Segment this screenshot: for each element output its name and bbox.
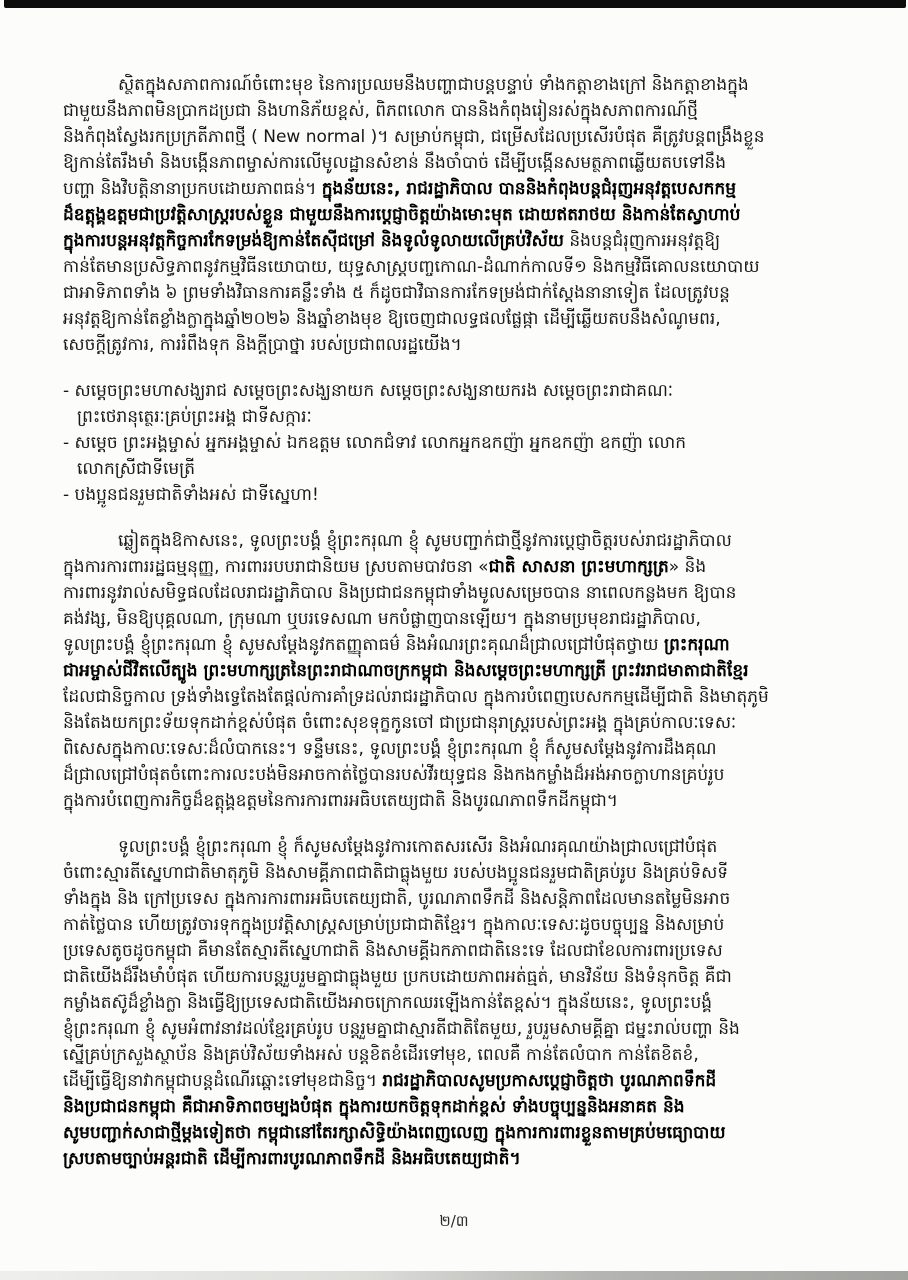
text-run: អនុវត្តឱ្យកាន់តែខ្លាំងក្លាក្នុងឆ្នាំ២០២៦ និងឆ្នាំខាងមុខ ឱ្យចេញជាលទ្ធផលផ្លែផ្កា ដើម្បីឆ្លើយតបនឹងសំណូមពរ, <box>63 309 721 329</box>
text-line <box>63 430 860 456</box>
text-run: និងតែងយកព្រះទ័យទុកដាក់ខ្ពស់បំផុត ចំពោះសុខទុក្ខកូនចៅ ជាប្រជានុរាស្ត្ររបស់ព្រះអង្គ ក្នុងគ្រប់កាលៈទេសៈ <box>63 713 737 733</box>
text-run: - បងប្អូនជនរួមជាតិទាំងអស់ ជាទីស្នេហា! <box>63 485 319 505</box>
text-line <box>63 482 860 508</box>
text-line <box>63 1068 860 1094</box>
text-run: ទាំងក្នុង និង ក្រៅប្រទេស ក្នុងការការពារអធិបតេយ្យជាតិ, បូរណភាពទឹកដី និងសន្តិភាពដែលមានតម្លៃមិនអាច <box>63 889 731 909</box>
text-line <box>63 1094 860 1120</box>
bold-text-run: ក្នុងការបន្តអនុវត្តកិច្ចការកែទម្រង់ឱ្យកាន់តែស៊ីជម្រៅ និងទូលំទូលាយលើគ្រប់វិស័យ <box>63 231 564 251</box>
text-line <box>63 280 860 306</box>
text-line <box>63 1016 860 1042</box>
text-run: កាត់ថ្លៃបាន ហើយត្រូវចារទុកក្នុងប្រវត្តិសាស្ត្រសម្រាប់ប្រជាជាតិខ្មែរ។ ក្នុងកាលៈទេសៈដូចបច្ចុប្បន្ន និងសម្រាប់ <box>63 915 725 935</box>
bold-text-run: និងប្រជាជនកម្ពុជា គឺជាអាទិភាពចម្បងបំផុត ក្នុងការយកចិត្តទុកដាក់ខ្ពស់ ទាំងបច្ចុប្បន្ននិងអនាគត និង <box>63 1097 685 1117</box>
document-content <box>63 72 860 1172</box>
bold-text-run: រាជរដ្ឋាភិបាលសូមប្រកាសប្ដេជ្ញាចិត្តថា បូរណភាពទឹកដី <box>382 1071 717 1091</box>
text-run: ស្នើគ្រប់ក្រសួងស្ថាប័ន និងគ្រប់វិស័យទាំងអស់ បន្តខិតខំដើរទៅមុខ, ពេលគឺ កាន់តែលំបាក កាន់តែខិតខំ, <box>63 1045 699 1065</box>
text-run: - សម្ដេចព្រះមហាសង្ឃរាជ សម្ដេចព្រះសង្ឃនាយក សម្ដេចព្រះសង្ឃនាយករង សម្ដេចព្រះរាជាគណៈ <box>63 381 674 401</box>
text-line <box>63 580 860 606</box>
paragraph-2 <box>63 528 860 814</box>
text-run: ពិសេសក្នុងកាលៈទេសៈដ៏លំបាកនេះ។ ទន្ទឹមនេះ, ទូលព្រះបង្គំ ខ្ញុំព្រះករុណា ខ្ញុំ ក៏សូមសម្ដែងនូវការដឹងគុណ <box>63 739 717 759</box>
text-run: ក្នុងការបំពេញការកិច្ចដ៏ឧត្តុង្គឧត្តមនៃការការពារអធិបតេយ្យជាតិ និងបូរណភាពទឹកដីកម្ពុជា។ <box>63 791 618 811</box>
text-line <box>63 632 860 658</box>
text-line <box>63 1120 860 1146</box>
text-run: ទូលព្រះបង្គំ ខ្ញុំព្រះករុណា ខ្ញុំ ក៏សូមសម្ដែងនូវការកោតសរសើរ និងអំណរគុណយ៉ាងជ្រាលជ្រៅបំផុត <box>118 837 718 857</box>
text-line <box>63 254 860 280</box>
text-line <box>63 684 860 710</box>
text-line <box>63 964 860 990</box>
text-run: លោកស្រីជាទីមេត្រី <box>77 459 196 479</box>
text-run: ដ៏ជ្រាលជ្រៅបំផុតចំពោះការលះបង់មិនអាចកាត់ថ្លៃបានរបស់វីរយុទ្ធជន និងកងកម្លាំងដ៏អង់អាចក្លាហានគ្រប់រូប <box>63 765 725 785</box>
text-line <box>63 990 860 1016</box>
text-line <box>63 1146 860 1172</box>
text-run: បញ្ហា និងវិបត្តិនានាប្រកបដោយភាពធន់។ <box>63 179 322 199</box>
text-run: ដែលជានិច្ចកាល ទ្រង់ទាំងទ្វេតែងតែផ្ដល់ការគាំទ្រដល់រាជរដ្ឋាភិបាល ក្នុងការបំពេញបេសកកម្មដើម្បីជាតិ និងមាតុភូមិ <box>63 687 769 707</box>
text-line <box>63 658 860 684</box>
text-line <box>63 606 860 632</box>
text-line <box>63 554 860 580</box>
bold-text-run: ដ៏ឧត្តុង្គឧត្តមជាប្រវត្តិសាស្ត្ររបស់ខ្លួន ជាមួយនឹងការប្ដេជ្ញាចិត្តយ៉ាងមោះមុត ដោយឥតរាថយ និងកាន់តែស្វាហាប់ <box>63 205 741 225</box>
bold-text-run: ក្នុងន័យនេះ, រាជរដ្ឋាភិបាល បាននិងកំពុងបន្តជំរុញអនុវត្តបេសកកម្ម <box>321 179 737 199</box>
salutation-list <box>63 378 860 508</box>
text-line <box>63 762 860 788</box>
text-run: ឱ្យកាន់តែរឹងមាំ និងបង្កើនភាពម្ចាស់ការលើមូលដ្ឋានសំខាន់ នឹងចាំបាច់ ដើម្បីបង្កើនសមត្ថភាពឆ្លើយតបទៅនឹង <box>63 153 727 173</box>
bold-text-run: ស្របតាមច្បាប់អន្តរជាតិ ដើម្បីការពារបូរណភាពទឹកដី និងអធិបតេយ្យជាតិ។ <box>63 1149 521 1169</box>
text-line <box>63 124 860 150</box>
text-run: - សម្ដេច ព្រះអង្គម្ចាស់ អ្នកអង្គម្ចាស់ ឯកឧត្តម លោកជំទាវ លោកអ្នកឧកញ៉ា អ្នកឧកញ៉ា ឧកញ៉ា លោក <box>63 433 687 453</box>
text-line <box>63 98 860 124</box>
text-line <box>63 202 860 228</box>
bold-text-run: ព្រះករុណា <box>664 635 730 655</box>
text-run: កាន់តែមានប្រសិទ្ធភាពនូវកម្មវិធីនយោបាយ, យុទ្ធសាស្ត្របញ្ចកោណ-ដំណាក់កាលទី១ និងកម្មវិធីគោលនយោបាយ <box>63 257 760 277</box>
text-run: ជាមួយនឹងភាពមិនប្រាកដប្រជា និងហានិភ័យខ្ពស់, ពិភពលោក បាននិងកំពុងរៀនរស់ក្នុងសភាពការណ៍ថ្មី <box>63 101 698 121</box>
bold-text-run: ជាអម្ចាស់ជីវិតលើត្បូង ព្រះមហាក្សត្រនៃព្រះរាជាណាចក្រកម្ពុជា និងសម្ដេចព្រះមហាក្សត្រី ព្រះវររាជមាតាជាតិខ្មែរ <box>63 661 749 681</box>
bold-text-run: ជាតិ សាសនា ព្រះមហាក្សត្រ <box>488 557 669 577</box>
text-run: ជាតិយើងដ៏រឹងមាំបំផុត ហើយការបន្តរួបរួមគ្នាជាធ្លុងមួយ ប្រកបដោយភាពអត់ធ្មត់, មានវិន័យ និងទំនុកចិត្ត គឺជា <box>63 967 732 987</box>
text-line <box>63 176 860 202</box>
text-line <box>63 404 860 430</box>
text-line <box>63 456 860 482</box>
text-line <box>63 912 860 938</box>
text-line <box>63 228 860 254</box>
text-line <box>63 150 860 176</box>
text-line <box>63 860 860 886</box>
paragraph-3 <box>63 834 860 1172</box>
text-run: ក្នុងការការពាររដ្ឋធម្មនុញ្ញ, ការពាររបបរាជានិយម ស្របតាមបាវចនា « <box>63 557 489 577</box>
text-line <box>63 834 860 860</box>
text-run: ស្ថិតក្នុងសភាពការណ៍ចំពោះមុខ នៃការប្រឈមនឹងបញ្ហាជាបន្តបន្ទាប់ ទាំងកត្តាខាងក្រៅ និងកត្តាខាងក្នុង <box>118 75 749 95</box>
bold-text-run: សូមបញ្ជាក់សាជាថ្មីម្ដងទៀតថា កម្ពុជានៅតែរក្សាសិទ្ធិយ៉ាងពេញលេញ ក្នុងការការពារខ្លួនតាមគ្រប់មធ្យោបាយ <box>63 1123 726 1143</box>
text-line <box>63 736 860 762</box>
text-run: ការពារនូវរាល់សមិទ្ធផលដែលរាជរដ្ឋាភិបាល និងប្រជាជនកម្ពុជាទាំងមូលសម្រេចបាន នាពេលកន្លងមក ឱ្យបាន <box>63 583 737 603</box>
text-run: ជាអាទិភាពទាំង ៦ ព្រមទាំងវិធានការគន្លឹះទាំង ៥ ក៏ដូចជាវិធានការកែទម្រង់ជាក់ស្ដែងនានាទៀត ដែលត្រូវបន្ត <box>63 283 730 303</box>
text-line <box>63 788 860 814</box>
text-run: កម្លាំងតស៊ូដ៏ខ្លាំងក្លា និងធ្វើឱ្យប្រទេសជាតិយើងអាចក្រោកឈរឡើងកាន់តែខ្ពស់។ ក្នុងន័យនេះ, ទូលព្រះបង្គំ <box>63 993 713 1013</box>
text-run: សេចក្ដីត្រូវការ, ការរំពឹងទុក និងក្ដីប្រាថ្នា របស់ប្រជាពលរដ្ឋយើង។ <box>63 335 462 355</box>
text-run: ចំពោះស្មារតីស្នេហាជាតិមាតុភូមិ និងសាមគ្គីភាពជាតិជាធ្លុងមួយ របស់បងប្អូនជនរួមជាតិគ្រប់រូប និងគ្រប់ទិសទី <box>63 863 729 883</box>
text-line <box>63 528 860 554</box>
text-run: និងបន្តជំរុញការអនុវត្តឱ្យ <box>563 231 721 251</box>
text-run: ខ្ញុំព្រះករុណា ខ្ញុំ សូមអំពាវនាវដល់ខ្មែរគ្រប់រូប បន្តរួមគ្នាជាស្មារតីជាតិតែមួយ, រួបរួមសាមគ្គីគ្នា ជម្នះរាល់បញ្ហា និង <box>63 1019 740 1039</box>
text-line <box>63 710 860 736</box>
text-run: ដើម្បីធ្វើឱ្យនាវាកម្ពុជាបន្តដំណើរឆ្ពោះទៅមុខជានិច្ច។ <box>63 1071 383 1091</box>
page-number: ២/៣ <box>439 1212 469 1230</box>
scan-artifact-top-bar <box>4 0 906 8</box>
text-line <box>63 1042 860 1068</box>
text-run: ព្រះថេរានុត្ថេរៈគ្រប់ព្រះអង្គ ជាទីសក្ការៈ <box>77 407 312 427</box>
text-run: ប្រទេសតូចដូចកម្ពុជា គឺមានតែស្មារតីស្នេហាជាតិ និងសាមគ្គីឯកភាពជាតិនេះទេ ដែលជាខែលការពារប្រទេស <box>63 941 723 961</box>
scan-artifact-bottom-shadow <box>0 1271 908 1280</box>
text-line <box>63 306 860 332</box>
text-run: » និង <box>668 557 707 577</box>
text-line <box>63 72 860 98</box>
text-run: ឆ្លៀតក្នុងឱកាសនេះ, ទូលព្រះបង្គំ ខ្ញុំព្រះករុណា ខ្ញុំ សូមបញ្ជាក់ជាថ្មីនូវការប្ដេជ្ញាចិត្តរបស់រាជរដ្ឋាភិបាល <box>118 531 732 551</box>
text-line <box>63 332 860 358</box>
paragraph-1 <box>63 72 860 358</box>
text-line <box>63 938 860 964</box>
text-run: ទូលព្រះបង្គំ ខ្ញុំព្រះករុណា ខ្ញុំ សូមសម្ដែងនូវកតញ្ញុតាធម៌ និងអំណរព្រះគុណដ៏ជ្រាលជ្រៅបំផុតថ្វាយ <box>63 635 665 655</box>
text-run: គង់វង្ស, មិនឱ្យបុគ្គលណា, ក្រុមណា ឬបរទេសណា មកបំផ្លាញបានឡើយ។ ក្នុងនាមប្រមុខរាជរដ្ឋាភិបាល, <box>63 609 701 629</box>
text-run: និងកំពុងស្វែងរកប្រក្រតីភាពថ្មី ( New normal )។ សម្រាប់កម្ពុជា, ជម្រើសដែលប្រសើរបំផុត គឺត្រូវបន្តពង្រឹងខ្លួន <box>63 127 765 147</box>
text-line <box>63 378 860 404</box>
text-line <box>63 886 860 912</box>
